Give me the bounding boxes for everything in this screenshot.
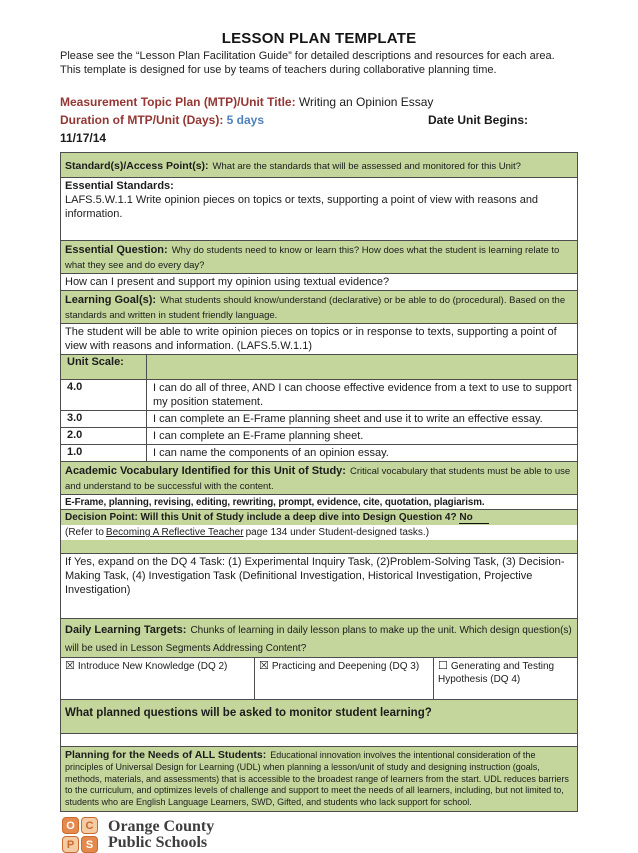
scale-score-2: 2.0 xyxy=(61,428,147,444)
logo-org-line1: Orange County xyxy=(108,818,215,835)
learning-goals-header-row xyxy=(61,291,577,324)
ocps-logo-wordmark xyxy=(108,819,214,851)
learning-goals-label: Learning Goal(s): xyxy=(65,294,157,306)
if-yes-row xyxy=(61,554,577,619)
scale-row-2 xyxy=(61,428,577,445)
checkbox-checked-icon[interactable]: ☒ xyxy=(259,660,269,672)
scale-desc-3: I can complete an E-Frame planning sheet and use it to write an effective essay. xyxy=(153,413,543,425)
reflective-teacher-link[interactable]: Becoming A Reflective Teacher xyxy=(105,527,244,538)
checkbox-dq3-label: Practicing and Deepening (DQ 3) xyxy=(271,661,420,672)
decision-point-label: Decision Point: Will this Unit of Study include a deep dive into Design Question 4? xyxy=(65,512,457,523)
essential-standards-row xyxy=(61,178,577,241)
unit-scale-header-row xyxy=(61,355,577,380)
checkbox-dq3-cell[interactable] xyxy=(255,658,434,699)
academic-vocabulary-answer-row xyxy=(61,495,577,510)
academic-vocabulary-header-cell xyxy=(61,462,577,494)
lesson-plan-table xyxy=(60,152,578,812)
essential-question-header-cell xyxy=(61,241,577,273)
essential-question-answer-row xyxy=(61,274,577,291)
standards-header-desc: What are the standards that will be assessed and monitored for this Unit? xyxy=(212,161,521,172)
scale-score-4: 4.0 xyxy=(61,380,147,410)
essential-question-answer: How can I present and support my opinion using textual evidence? xyxy=(65,276,390,288)
daily-learning-targets-label: Daily Learning Targets: xyxy=(65,624,187,636)
decision-point-question-line xyxy=(61,510,577,525)
if-yes-text: If Yes, expand on the DQ 4 Task: (1) Experimental Inquiry Task, (2)Problem-Solving Task, (3) Decision-Making Task, (4) Investigation Task (Definitional Investigation, Historical Investigation, Projective Investigation) xyxy=(65,556,565,596)
learning-goals-answer: The student will be able to write opinion pieces on topics or in response to texts, supporting a point of view with reasons and information. (LAFS.5.W.1.1) xyxy=(65,326,557,352)
daily-learning-targets-header-row xyxy=(61,619,577,658)
standards-header-cell xyxy=(61,153,577,177)
academic-vocabulary-desc: Critical vocabulary that students must be able to use and understand to be successful with the content. xyxy=(65,466,571,492)
learning-goals-header-cell xyxy=(61,291,577,323)
unit-meta xyxy=(60,93,578,147)
mtp-title-value: Writing an Opinion Essay xyxy=(298,95,434,109)
planning-needs-row xyxy=(61,747,577,811)
checkbox-dq4-label: Generating and Testing Hypothesis (DQ 4) xyxy=(438,661,555,685)
essential-standards-text: LAFS.5.W.1.1 Write opinion pieces on topics or texts, supporting a point of view with reasons and information. xyxy=(65,194,539,220)
logo-letter-c: C xyxy=(81,817,98,834)
unit-scale-header-empty-cell xyxy=(147,355,577,379)
essential-question-header-row xyxy=(61,241,577,274)
ocps-logo xyxy=(62,817,578,853)
academic-vocabulary-answer: E-Frame, planning, revising, editing, rewriting, prompt, evidence, cite, quotation, plagiarism. xyxy=(65,497,485,508)
scale-desc-4: I can do all of three, AND I can choose effective evidence from a text to use to support my position statement. xyxy=(153,382,572,408)
refer-pre-text: (Refer to xyxy=(65,527,104,538)
duration-value: 5 days xyxy=(226,113,265,127)
standards-header-row xyxy=(61,153,577,178)
date-begins-value: 11/17/14 xyxy=(60,131,107,145)
duration-line xyxy=(60,111,578,129)
checkbox-dq2-label: Introduce New Knowledge (DQ 2) xyxy=(77,661,228,672)
date-begins-label: Date Unit Begins: xyxy=(427,113,528,127)
checkbox-checked-icon[interactable]: ☒ xyxy=(65,660,75,672)
decision-point-answer: No xyxy=(459,512,488,524)
scale-desc-1: I can name the components of an opinion essay. xyxy=(153,447,389,459)
daily-learning-targets-desc: Chunks of learning in daily lesson plans to make up the unit. Which design question(s) will be used in Lesson Segments Addressing Content? xyxy=(65,625,572,654)
logo-org-line2: Public Schools xyxy=(108,834,208,851)
scale-score-1: 1.0 xyxy=(61,445,147,461)
page-title: LESSON PLAN TEMPLATE xyxy=(221,30,417,47)
mtp-title-label: Measurement Topic Plan (MTP)/Unit Title: xyxy=(60,95,296,109)
decision-point-cell xyxy=(61,510,577,553)
essential-standards-cell xyxy=(61,178,577,240)
design-question-checkbox-row xyxy=(61,658,577,700)
logo-letter-o: O xyxy=(62,817,79,834)
logo-letter-p: P xyxy=(62,836,79,853)
planning-needs-label: Planning for the Needs of ALL Students: xyxy=(65,749,267,761)
ocps-logo-squares-icon xyxy=(62,817,98,853)
checkbox-dq2-cell[interactable] xyxy=(61,658,255,699)
unit-scale-label: Unit Scale: xyxy=(61,355,147,379)
monitor-questions-row xyxy=(61,700,577,734)
learning-goals-desc: What students should know/understand (declarative) or be able to do (procedural). Based on the standards and written in student friendly language. xyxy=(65,295,566,321)
daily-learning-targets-header-cell xyxy=(61,619,577,657)
academic-vocabulary-header-row xyxy=(61,462,577,495)
essential-question-label: Essential Question: xyxy=(65,244,168,256)
monitor-questions-label: What planned questions will be asked to monitor student learning? xyxy=(65,707,432,719)
decision-point-blank-line xyxy=(61,540,577,553)
blank-spacer-row xyxy=(61,734,577,747)
monitor-questions-cell xyxy=(61,700,577,733)
scale-desc-2: I can complete an E-Frame planning sheet. xyxy=(153,430,364,442)
blank-spacer-cell xyxy=(61,734,577,746)
mtp-title-line xyxy=(60,93,578,111)
decision-point-row xyxy=(61,510,577,554)
learning-goals-answer-row xyxy=(61,324,577,355)
essential-question-desc: Why do students need to know or learn this? How does what the student is learning relate to what they see and do every day? xyxy=(65,245,560,271)
checkbox-unchecked-icon[interactable]: ☐ xyxy=(438,660,448,672)
planning-needs-desc: Educational innovation involves the intentional consideration of the principles of Universal Design for Learning (UDL) when planning a lesson/unit of study and designing instruction (goals, methods, materials, and assessments) that is accessible to the broadest range of learners from the start. UDL reduces barriers to the curriculum, and optimizes levels of challenge and support to meet the needs of all learners, including, but not limited to, students who are English Language Learners, SWD, Gifted, and students who lack support for school. xyxy=(65,750,569,808)
logo-letter-s: S xyxy=(81,836,98,853)
scale-score-3: 3.0 xyxy=(61,411,147,427)
checkbox-dq4-cell[interactable] xyxy=(434,658,577,699)
scale-row-3 xyxy=(61,411,577,428)
duration-label: Duration of MTP/Unit (Days): xyxy=(60,113,224,127)
academic-vocabulary-label: Academic Vocabulary Identified for this Unit of Study: xyxy=(65,465,346,477)
essential-standards-label: Essential Standards: xyxy=(65,180,174,192)
scale-row-4 xyxy=(61,380,577,411)
decision-point-refer-line xyxy=(61,525,577,540)
standards-header-label: Standard(s)/Access Point(s): xyxy=(65,160,209,172)
planning-needs-cell xyxy=(61,747,577,811)
intro-text: Please see the “Lesson Plan Facilitation Guide” for detailed descriptions and resources for each area. This template is designed for use by teams of teachers during collaborative planning time. xyxy=(60,50,555,76)
scale-row-1 xyxy=(61,445,577,462)
refer-post-text: page 134 under Student-designed tasks.) xyxy=(245,527,430,538)
